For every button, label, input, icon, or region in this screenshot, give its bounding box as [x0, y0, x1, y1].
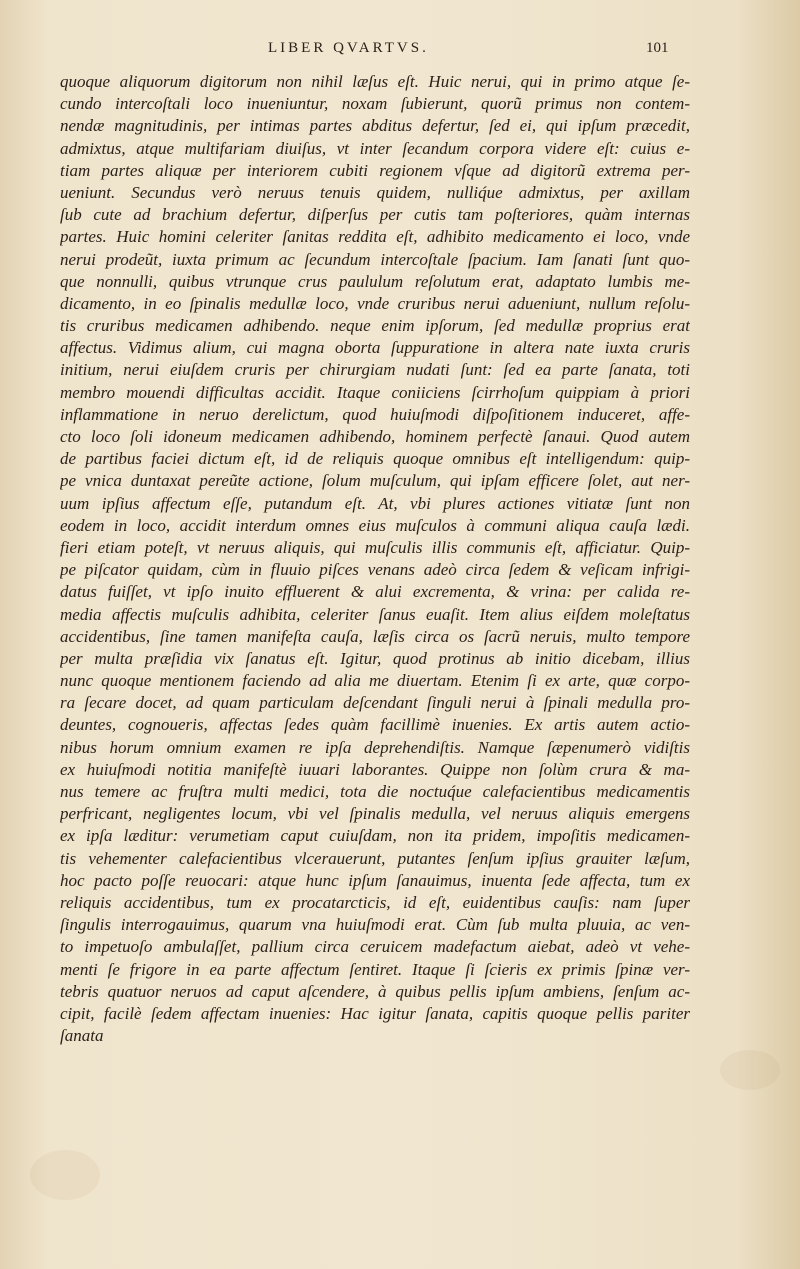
text-line: eodem in loco, accidit interdum omnes eius muſculos à communi aliqua cauſa lædi.	[60, 515, 690, 535]
text-line: ex huiuſmodi notitia manifeſtè iuuari laborantes. Quippe non ſolùm crura & ma-	[60, 759, 690, 779]
text-line: ra ſecare docet, ad quam particulam deſcendant ſinguli nerui à ſpinali medulla pro-	[60, 693, 690, 713]
text-line: cipit, facilè ſedem affectam inuenies: Hac igitur ſanata, capitis quoque pellis pariter	[60, 1003, 690, 1023]
text-line: ueniunt. Secundus verò neruus tenuis quidem, nulliq́ue admixtus, per axillam	[60, 182, 690, 202]
text-line: cto loco ſoli idoneum medicamen adhibendo, hominem perfectè ſanaui. Quod autem	[60, 427, 690, 446]
text-line: nerui prodeũt, iuxta primum ac ſecundum intercoſtale ſpacium. Iam ſanati ſunt quo-	[60, 249, 690, 269]
text-line: ſanata	[60, 1026, 104, 1046]
text-line: pe piſcator quidam, cùm in fluuio piſces venans adeò circa ſedem & veſicam infrigi-	[60, 560, 690, 580]
text-line: tebris quatuor neruos ad caput aſcendere, à quibus pellis ipſum ambiens, ſenſum ac-	[60, 981, 690, 1001]
text-line: uum ipſius affectum eſſe, putandum eſt. At, vbi plures actiones vitiatæ ſunt non	[60, 493, 690, 513]
folio-number: 101	[646, 40, 669, 56]
text-line: cundo intercoſtali loco inueniuntur, noxam ſubierunt, quorũ primus non contem-	[60, 94, 690, 114]
text-line: dicamento, in eo ſpinalis medullæ loco, vnde cruribus nerui adueniunt, nullum reſolu-	[60, 293, 690, 313]
text-line: nibus horum omnium examen re ipſa deprehendiſtis. Namque ſæpenumerò vidiſtis	[60, 737, 690, 757]
text-line: media affectis muſculis adhibita, celeriter ſanus euaſit. Item alius eiſdem moleſtatus	[60, 604, 690, 624]
text-line: admixtus, atque multifariam diuiſus, vt inter ſecandum corpora videre eſt: cuius e-	[60, 138, 690, 158]
text-line: partes. Huic homini celeriter ſanitas reddita eſt, adhibito medicamento ei loco, vnde	[60, 227, 690, 247]
text-line: accidentibus, ſine tamen manifeſta cauſa, læſis circa os ſacrũ neruis, multo tempore	[60, 626, 690, 646]
text-line: per multa præſidia vix ſanatus eſt. Igitur, quod protinus ab initio dicebam, illius	[60, 648, 690, 668]
text-line: tis vehementer calefacientibus vlcerauerunt, putantes ſenſum ipſius grauiter læſum,	[60, 848, 690, 868]
text-line: ex ipſa læditur: verumetiam caput cuiuſdam, non ita pridem, impoſitis medicamen-	[60, 826, 690, 846]
paper-stain	[30, 1150, 100, 1200]
text-line: perfricant, negligentes locum, vbi vel ſpinalis medulla, vel neruus aliquis emergens	[60, 804, 690, 824]
text-line: to impetuoſo ambulaſſet, pallium circa ceruicem madefactum aiebat, adeò vt vehe-	[60, 937, 690, 957]
text-line: ſub cute ad brachium defertur, diſperſus per cutis tam poſteriores, quàm internas	[60, 205, 690, 225]
text-line: membro mouendi difficultas accidit. Itaque coniiciens ſcirrhoſum quippiam à priori	[60, 382, 690, 402]
text-line: inflammatione in neruo derelictum, quod huiuſmodi diſpoſitionem induceret, affe-	[60, 404, 690, 424]
text-line: ſingulis interrogauimus, quarum vna huiuſmodi erat. Cùm ſub multa pluuia, ac ven-	[60, 915, 690, 935]
text-line: pe vnica duntaxat pereũte actione, ſolum muſculum, qui ipſam efficere ſolet, aut ner-	[60, 471, 690, 491]
text-line: fieri etiam poteſt, vt neruus aliquis, qui muſculis illis communis eſt, afficiatur. Quip-	[60, 537, 690, 557]
text-line: menti ſe frigore in ea parte affectum ſentiret. Itaque ſi ſcieris ex primis ſpinæ ver-	[60, 959, 690, 979]
text-line: deuntes, cognoueris, affectas ſedes quàm facillimè inuenies. Ex artis autem actio-	[60, 715, 690, 735]
text-line: tis cruribus medicamen adhibendo. neque enim ipſorum, ſed medullæ proprius erat	[60, 316, 690, 336]
text-line: affectus. Vidimus alium, cui magna oborta ſuppuratione in altera nate iuxta cruris	[60, 338, 690, 358]
body-text	[60, 71, 690, 1047]
text-line: que nonnulli, quibus vtrunque crus paululum reſolutum erat, adaptato lumbis me-	[60, 271, 690, 291]
text-line: nendæ magnitudinis, per intimas partes abditus defertur, ſed ei, qui ipſum præcedit,	[60, 116, 690, 136]
text-line: tiam partes aliquæ per interiorem cubiti regionem vſque ad digitorũ extrema per-	[60, 160, 690, 180]
text-line: nus temere ac fruſtra multi medici, tota die noctuq́ue calefacientibus medicamentis	[60, 782, 690, 801]
paper-stain	[720, 1050, 780, 1090]
text-line: nunc quoque mentionem faciendo ad alia me diuertam. Etenim ſi ex arte, quæ corpo-	[60, 671, 690, 691]
text-line: initium, nerui eiuſdem cruris per chirurgiam nudati ſunt: ſed ea parte ſanata, toti	[60, 360, 690, 380]
text-line: reliquis accidentibus, tum ex procatarcticis, id eſt, euidentibus cauſis: nam ſuper	[60, 892, 690, 912]
page-header	[0, 40, 800, 70]
text-line: hoc pacto poſſe reuocari: atque hunc ipſum ſanauimus, inuenta ſede affecta, tum ex	[60, 870, 690, 890]
text-line: datus fuiſſet, vt ipſo inuito effluerent & alui excrementa, & vrina: per calida re-	[60, 582, 690, 602]
text-line: quoque aliquorum digitorum non nihil læſus eſt. Huic nerui, qui in primo atque ſe-	[60, 72, 690, 91]
text-line: de partibus faciei dictum eſt, id de reliquis quoque omnibus eſt intelligendum: quip-	[60, 449, 690, 469]
running-head: LIBER QVARTVS.	[268, 40, 429, 56]
